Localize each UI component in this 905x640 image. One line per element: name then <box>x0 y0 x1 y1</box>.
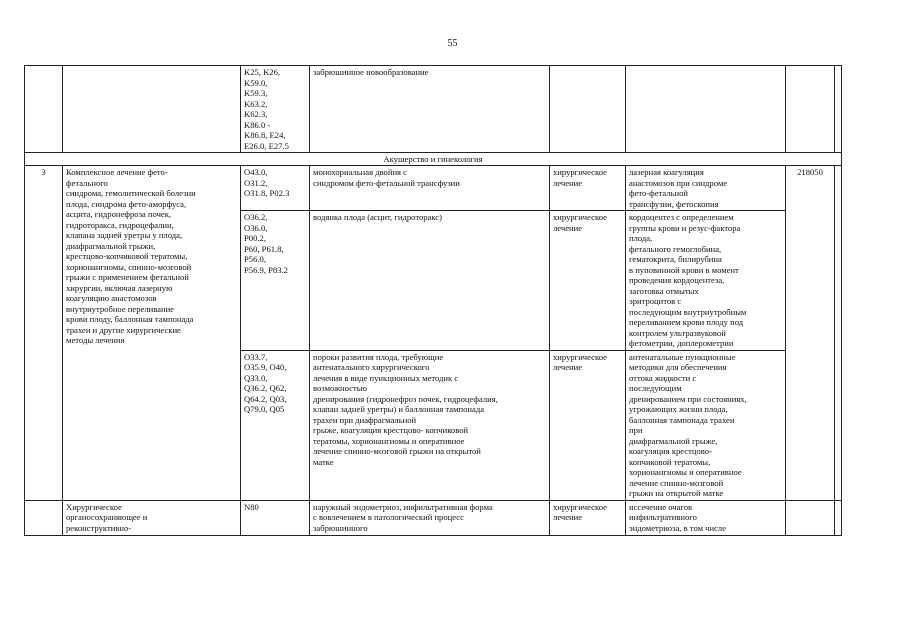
icd-codes-cell: N80 <box>241 500 310 535</box>
treatment-type-cell: хирургическое лечение <box>550 350 626 500</box>
patient-model-cell: пороки развития плода, требующие антенатального хирургического лечения в виде пункционных методик с возможностью дренирования (гидронефроз почек, гидроцефалия, клапан задней уретры) и баллонная тампонада трахеи при диафрагмальной грыже, коагуляция крестцово- копчиковой тератомы, хорионангиомы и оперативное лечение спинно-мозговой грыжи на открытой матке <box>310 350 550 500</box>
table-row <box>25 166 842 211</box>
extra-cell <box>835 500 842 535</box>
patient-model-cell: водянка плода (асцит, гидроторакс) <box>310 211 550 351</box>
row-number-cell <box>25 500 63 535</box>
treatment-type-cell <box>550 66 626 153</box>
table-row <box>25 500 842 535</box>
treatment-type-cell: хирургическое лечение <box>550 211 626 351</box>
icd-codes-cell: O36.2, O36.0, P00.2, P60, P61.8, P56.0, P56.9, P83.2 <box>241 211 310 351</box>
method-cell: иссечение очагов инфильтративного эндометриоза, в том числе <box>626 500 786 535</box>
row-number-cell <box>25 66 63 153</box>
extra-cell <box>835 166 842 501</box>
section-header-row <box>25 153 842 166</box>
medical-care-table <box>24 65 842 536</box>
table-row <box>25 66 842 153</box>
treatment-type-cell: хирургическое лечение <box>550 166 626 211</box>
patient-model-cell: забрюшинное новообразование <box>310 66 550 153</box>
icd-codes-cell: K25, K26, K59.0, K59.3, K63.2, K62.3, K86.0 - K86.8, E24, E26.0, E27.5 <box>241 66 310 153</box>
patient-model-cell: монохориальная двойня с синдромом фето-фетальной трансфузии <box>310 166 550 211</box>
method-cell: кордоцентез с определением группы крови и резус-фактора плода, фетального гемоглобина, гематокрита, билирубина в пуповинной крови в момент проведения кордоцентеза, заготовка отмытых эритроцитов с последующим внутриутробным переливанием крови плоду под контролем ультразвуковой фетометрии, доплерометрии <box>626 211 786 351</box>
treatment-type-cell: хирургическое лечение <box>550 500 626 535</box>
price-cell <box>786 500 835 535</box>
icd-codes-cell: O43.0, O31.2, O31.8, P02.3 <box>241 166 310 211</box>
price-cell <box>786 66 835 153</box>
icd-codes-cell: O33.7, O35.9, O40, Q33.0, Q36.2, Q62, Q64.2, Q03, Q79.0, Q05 <box>241 350 310 500</box>
patient-model-cell: наружный эндометриоз, инфильтративная форма с вовлечением в патологический процесс забрюшинного <box>310 500 550 535</box>
method-cell: лазерная коагуляция анастомозов при синдроме фето-фетальной трансфузии, фетоскопия <box>626 166 786 211</box>
care-type-cell: Комплексное лечение фето- фетального синдрома, гемолитической болезни плода, синдрома фето-аморфуса, асцита, гидронефроза почек, гидроторакса, гидроцефалии, клапана задней уретры у плода, диафрагмальной грыжи, крестцово-копчиковой тератомы, хорионангиомы, спинно-мозговой грыжи с применением фетальной хирургии, включая лазерную коагуляцию анастомозов внутриутробное переливание крови плоду, баллонная тампонада трахеи и другие хирургические методы лечения <box>63 166 241 501</box>
extra-cell <box>835 66 842 153</box>
section-title: Акушерство и гинекология <box>25 153 842 166</box>
method-cell: антенатальные пункционные методики для обеспечения оттока жидкости с последующим дренированием при состояниях, угрожающих жизни плода, баллонная тампонада трахеи при диафрагмальной грыже, коагуляция крестцово- копчиковой тератомы, хорионангиомы и оперативное лечение спинно-мозговой грыжи на открытой матке <box>626 350 786 500</box>
row-number-cell: 3 <box>25 166 63 501</box>
page-number: 55 <box>447 38 458 49</box>
method-cell <box>626 66 786 153</box>
price-cell: 218050 <box>786 166 835 501</box>
care-type-cell <box>63 66 241 153</box>
care-type-cell: Хирургическое органосохраняющее и реконструктивно- <box>63 500 241 535</box>
